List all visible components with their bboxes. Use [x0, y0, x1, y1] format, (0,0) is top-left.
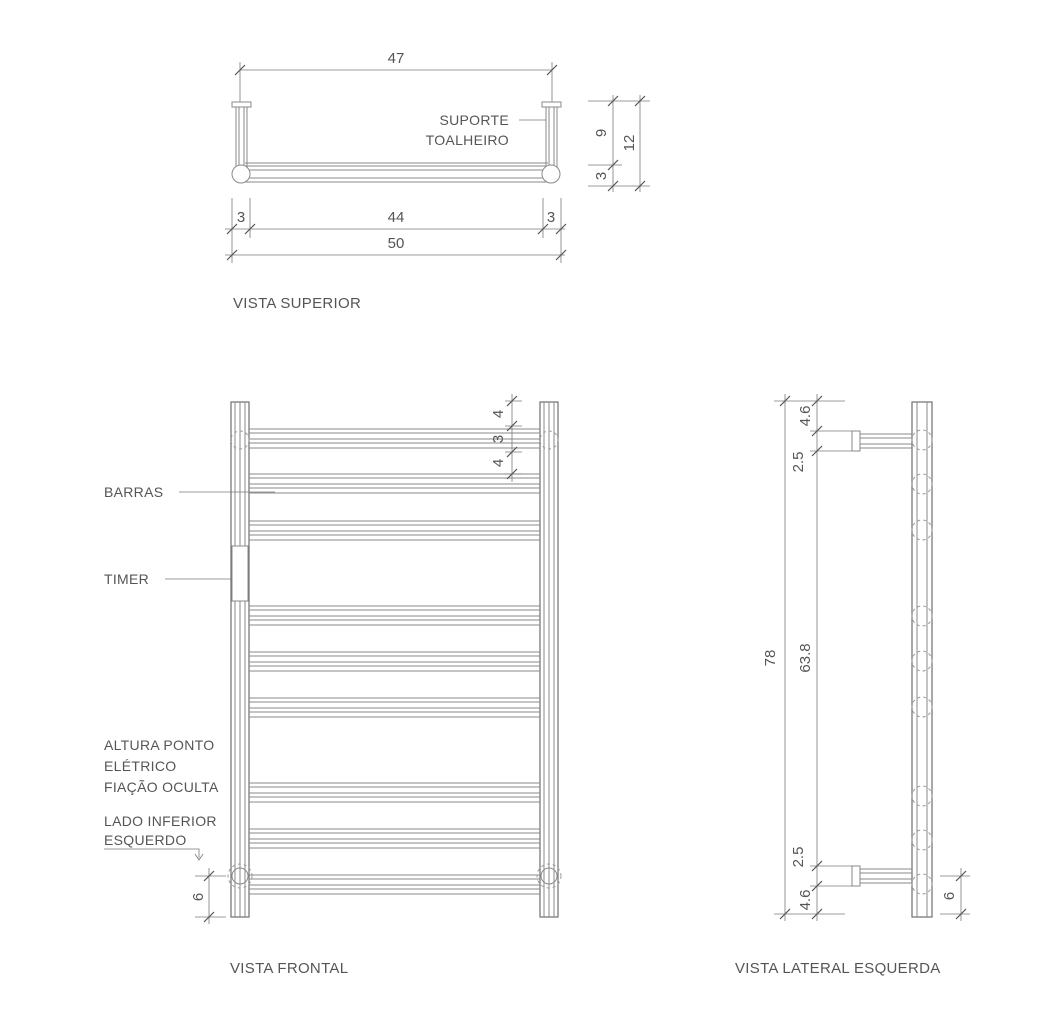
bar-section-circle: [912, 786, 932, 806]
bar-section-circle: [912, 830, 932, 850]
dim-front-4b: 4: [490, 458, 507, 468]
label-suporte: SUPORTE: [439, 112, 509, 128]
dim-47: 47: [387, 50, 405, 67]
towel-bar: [249, 783, 540, 802]
bar-section-circle: [912, 697, 932, 717]
dim-3-height: 3: [593, 171, 610, 181]
bar-section-circle: [912, 606, 932, 626]
dim-side-2-5-bottom: 2.5: [790, 846, 807, 868]
bar-section-circle: [912, 474, 932, 494]
timer-box: [232, 546, 248, 601]
bar-section-circle: [912, 874, 932, 894]
label-timer: TIMER: [104, 571, 150, 587]
dim-front-3: 3: [490, 434, 507, 444]
label-altura-3: FIAÇÃO OCULTA: [104, 779, 219, 795]
label-lado-2: ESQUERDO: [104, 832, 187, 848]
towel-bar: [249, 875, 540, 894]
title-vista-superior: VISTA SUPERIOR: [233, 295, 362, 312]
label-altura-1: ALTURA PONTO: [104, 737, 215, 753]
towel-bar: [249, 829, 540, 848]
front-view: [104, 394, 561, 977]
label-barras: BARRAS: [104, 484, 164, 500]
bar-section-circle: [912, 520, 932, 540]
towel-bar: [249, 474, 540, 493]
towel-bar: [249, 698, 540, 717]
bar-section-circle: [912, 430, 932, 450]
label-toalheiro: TOALHEIRO: [425, 132, 509, 148]
side-view: [735, 394, 970, 977]
towel-bar: [249, 606, 540, 625]
label-altura-2: ELÉTRICO: [104, 758, 177, 774]
dim-3-left: 3: [236, 209, 246, 226]
side-circles: [912, 430, 932, 894]
dim-63-8: 63.8: [797, 643, 814, 673]
dim-side-4-6-bottom: 4.6: [797, 889, 814, 911]
dim-side-4-6-top: 4.6: [797, 405, 814, 427]
dim-side-2-5-top: 2.5: [790, 451, 807, 473]
title-vista-lateral: VISTA LATERAL ESQUERDA: [735, 960, 941, 977]
dim-front-4a: 4: [490, 409, 507, 419]
dim-78: 78: [762, 649, 779, 667]
top-view: [225, 50, 650, 312]
dim-3-right: 3: [546, 209, 556, 226]
dim-9: 9: [593, 128, 610, 138]
title-vista-frontal: VISTA FRONTAL: [230, 960, 349, 977]
dim-50: 50: [387, 235, 405, 252]
label-lado-1: LADO INFERIOR: [104, 813, 217, 829]
bar-section-circle: [912, 651, 932, 671]
dim-side-6: 6: [941, 891, 958, 901]
dim-44: 44: [387, 209, 405, 226]
dim-front-6: 6: [190, 892, 207, 902]
dim-12: 12: [621, 134, 638, 152]
towel-bar: [249, 521, 540, 540]
towel-bar: [249, 652, 540, 671]
front-bars: [249, 429, 540, 894]
